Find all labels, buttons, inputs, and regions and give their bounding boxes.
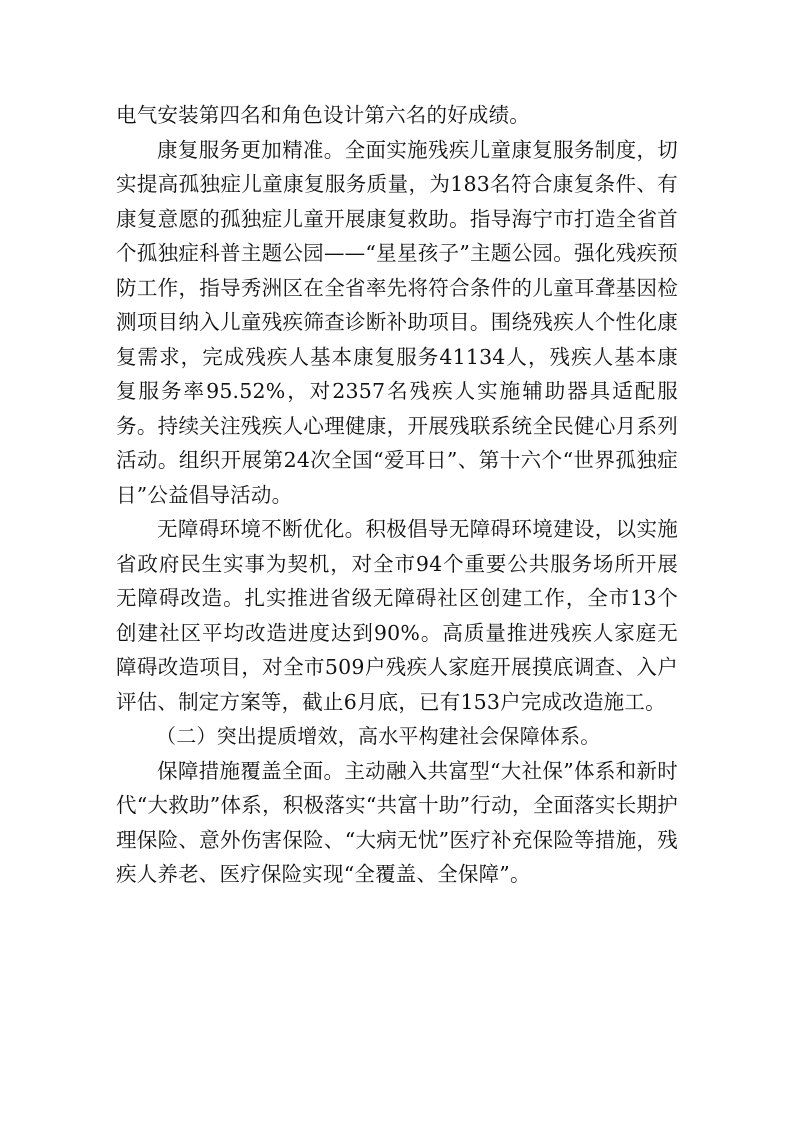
paragraph-security-measures: 保障措施覆盖全面。主动融入共富型“大社保”体系和新时代“大救助”体系，积极落实“共富十助”行动，全面落实长期护理保险、意外伤害保险、“大病无忧”医疗补充保险等措施，残疾人养老、医疗保险实现“全覆盖、全保障”。	[116, 758, 678, 886]
document-body	[116, 98, 678, 892]
paragraph-awards-continuation: 电气安装第四名和角色设计第六名的好成绩。	[116, 103, 530, 127]
paragraph-barrier-free-environment: 无障碍环境不断优化。积极倡导无障碍环境建设，以实施省政府民生实事为契机，对全市94个重要公共服务场所开展无障碍改造。扎实推进省级无障碍社区创建工作，全市13个创建社区平均改造进度达到90%。高质量推进残疾人家庭无障碍改造项目，对全市509户残疾人家庭开展摸底调查、入户评估、制定方案等，截止6月底，已有153户完成改造施工。	[116, 517, 678, 714]
section-heading-social-security: （二）突出提质增效，高水平构建社会保障体系。	[156, 724, 601, 748]
paragraph-rehabilitation-services: 康复服务更加精准。全面实施残疾儿童康复服务制度，切实提高孤独症儿童康复服务质量，为183名符合康复条件、有康复意愿的孤独症儿童开展康复救助。指导海宁市打造全省首个孤独症科普主题公园——“星星孩子”主题公园。强化残疾预防工作，指导秀洲区在全省率先将符合条件的儿童耳聋基因检测项目纳入儿童残疾筛查诊断补助项目。围绕残疾人个性化康复需求，完成残疾人基本康复服务41134人，残疾人基本康复服务率95.52%，对2357名残疾人实施辅助器具适配服务。持续关注残疾人心理健康，开展残联系统全民健心月系列活动。组织开展第24次全国“爱耳日”、第十六个“世界孤独症日”公益倡导活动。	[116, 137, 678, 507]
